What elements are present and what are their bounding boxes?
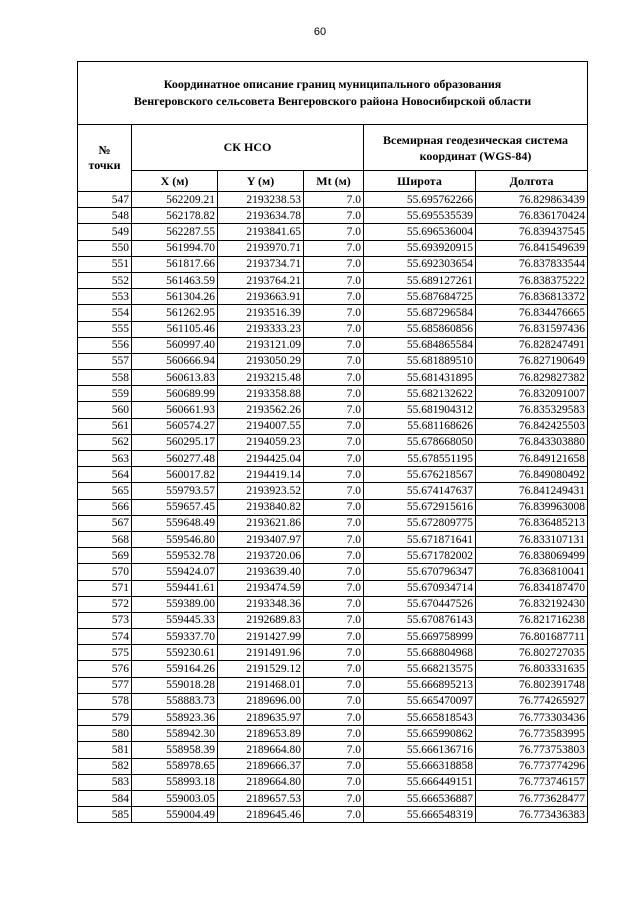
- cell-point-number: 580: [78, 726, 132, 742]
- cell-longitude: 76.832091007: [476, 386, 588, 402]
- cell-y: 2191468.01: [218, 677, 304, 693]
- cell-latitude: 55.670447526: [364, 596, 476, 612]
- cell-y: 2193238.53: [218, 192, 304, 208]
- cell-point-number: 555: [78, 321, 132, 337]
- cell-longitude: 76.773746157: [476, 774, 588, 790]
- cell-longitude: 76.839437545: [476, 224, 588, 240]
- cell-latitude: 55.666895213: [364, 677, 476, 693]
- cell-latitude: 55.685860856: [364, 321, 476, 337]
- cell-longitude: 76.773583995: [476, 726, 588, 742]
- cell-mt: 7.0: [304, 386, 364, 402]
- cell-x: 559532.78: [132, 548, 218, 564]
- cell-x: 561463.59: [132, 272, 218, 288]
- cell-mt: 7.0: [304, 580, 364, 596]
- cell-mt: 7.0: [304, 548, 364, 564]
- cell-x: 562209.21: [132, 192, 218, 208]
- cell-x: 561262.95: [132, 305, 218, 321]
- cell-mt: 7.0: [304, 807, 364, 823]
- cell-longitude: 76.801687711: [476, 629, 588, 645]
- cell-x: 558978.65: [132, 758, 218, 774]
- cell-y: 2193358.88: [218, 386, 304, 402]
- table-row: [78, 758, 588, 774]
- header-mt: Mt (м): [304, 171, 364, 192]
- cell-latitude: 55.696536004: [364, 224, 476, 240]
- cell-mt: 7.0: [304, 467, 364, 483]
- table-row: [78, 272, 588, 288]
- cell-latitude: 55.671782002: [364, 548, 476, 564]
- header-sk-nso: СК НСО: [132, 125, 364, 171]
- cell-longitude: 76.803331635: [476, 661, 588, 677]
- cell-y: 2189696.00: [218, 693, 304, 709]
- table-row: [78, 240, 588, 256]
- cell-latitude: 55.682132622: [364, 386, 476, 402]
- table-row: [78, 790, 588, 806]
- cell-longitude: 76.829827382: [476, 370, 588, 386]
- cell-mt: 7.0: [304, 224, 364, 240]
- cell-y: 2189664.80: [218, 774, 304, 790]
- cell-mt: 7.0: [304, 742, 364, 758]
- cell-x: 560295.17: [132, 434, 218, 450]
- cell-longitude: 76.834187470: [476, 580, 588, 596]
- cell-x: 558942.30: [132, 726, 218, 742]
- cell-mt: 7.0: [304, 483, 364, 499]
- cell-longitude: 76.843303880: [476, 434, 588, 450]
- cell-longitude: 76.829863439: [476, 192, 588, 208]
- cell-point-number: 565: [78, 483, 132, 499]
- cell-x: 562287.55: [132, 224, 218, 240]
- table-row: [78, 726, 588, 742]
- cell-latitude: 55.665818543: [364, 710, 476, 726]
- cell-y: 2193970.71: [218, 240, 304, 256]
- cell-longitude: 76.774265927: [476, 693, 588, 709]
- cell-longitude: 76.838069499: [476, 548, 588, 564]
- table-row: [78, 629, 588, 645]
- cell-longitude: 76.834476665: [476, 305, 588, 321]
- cell-longitude: 76.836813372: [476, 289, 588, 305]
- cell-point-number: 569: [78, 548, 132, 564]
- cell-latitude: 55.665470097: [364, 693, 476, 709]
- cell-x: 561105.46: [132, 321, 218, 337]
- cell-point-number: 583: [78, 774, 132, 790]
- cell-mt: 7.0: [304, 774, 364, 790]
- cell-point-number: 554: [78, 305, 132, 321]
- cell-y: 2193348.36: [218, 596, 304, 612]
- cell-longitude: 76.841249431: [476, 483, 588, 499]
- table-row: [78, 677, 588, 693]
- table-row: [78, 305, 588, 321]
- cell-point-number: 570: [78, 564, 132, 580]
- cell-point-number: 549: [78, 224, 132, 240]
- cell-latitude: 55.676218567: [364, 467, 476, 483]
- cell-point-number: 577: [78, 677, 132, 693]
- cell-y: 2193621.86: [218, 515, 304, 531]
- cell-mt: 7.0: [304, 353, 364, 369]
- cell-point-number: 578: [78, 693, 132, 709]
- cell-mt: 7.0: [304, 645, 364, 661]
- cell-y: 2194419.14: [218, 467, 304, 483]
- cell-mt: 7.0: [304, 531, 364, 547]
- cell-latitude: 55.689127261: [364, 272, 476, 288]
- cell-longitude: 76.773628477: [476, 790, 588, 806]
- cell-mt: 7.0: [304, 192, 364, 208]
- cell-latitude: 55.695535539: [364, 208, 476, 224]
- cell-y: 2193720.06: [218, 548, 304, 564]
- cell-x: 559793.57: [132, 483, 218, 499]
- cell-latitude: 55.666318858: [364, 758, 476, 774]
- cell-latitude: 55.678551195: [364, 451, 476, 467]
- cell-mt: 7.0: [304, 661, 364, 677]
- cell-mt: 7.0: [304, 612, 364, 628]
- cell-mt: 7.0: [304, 596, 364, 612]
- cell-longitude: 76.773774296: [476, 758, 588, 774]
- cell-longitude: 76.773753803: [476, 742, 588, 758]
- cell-x: 559441.61: [132, 580, 218, 596]
- cell-x: 560666.94: [132, 353, 218, 369]
- cell-latitude: 55.670876143: [364, 612, 476, 628]
- table-row: [78, 289, 588, 305]
- cell-y: 2193562.26: [218, 402, 304, 418]
- cell-mt: 7.0: [304, 564, 364, 580]
- cell-point-number: 574: [78, 629, 132, 645]
- cell-longitude: 76.831597436: [476, 321, 588, 337]
- table-row: [78, 483, 588, 499]
- cell-latitude: 55.687296584: [364, 305, 476, 321]
- cell-longitude: 76.833107131: [476, 531, 588, 547]
- cell-latitude: 55.672809775: [364, 515, 476, 531]
- table-row: [78, 451, 588, 467]
- cell-y: 2193764.21: [218, 272, 304, 288]
- cell-latitude: 55.669758999: [364, 629, 476, 645]
- cell-y: 2193474.59: [218, 580, 304, 596]
- cell-point-number: 557: [78, 353, 132, 369]
- cell-mt: 7.0: [304, 726, 364, 742]
- cell-point-number: 553: [78, 289, 132, 305]
- cell-y: 2191491.96: [218, 645, 304, 661]
- cell-mt: 7.0: [304, 337, 364, 353]
- table-row: [78, 402, 588, 418]
- cell-latitude: 55.666548319: [364, 807, 476, 823]
- cell-latitude: 55.678668050: [364, 434, 476, 450]
- cell-x: 560613.83: [132, 370, 218, 386]
- cell-x: 559648.49: [132, 515, 218, 531]
- cell-mt: 7.0: [304, 402, 364, 418]
- cell-latitude: 55.681431895: [364, 370, 476, 386]
- cell-longitude: 76.849121658: [476, 451, 588, 467]
- page-number: 60: [313, 26, 327, 38]
- cell-y: 2194425.04: [218, 451, 304, 467]
- table-row: [78, 612, 588, 628]
- cell-point-number: 576: [78, 661, 132, 677]
- cell-latitude: 55.681889510: [364, 353, 476, 369]
- table-row: [78, 256, 588, 272]
- cell-y: 2192689.83: [218, 612, 304, 628]
- cell-mt: 7.0: [304, 693, 364, 709]
- cell-x: 560997.40: [132, 337, 218, 353]
- table-row: [78, 515, 588, 531]
- header-longitude: Долгота: [476, 171, 588, 192]
- cell-mt: 7.0: [304, 629, 364, 645]
- cell-longitude: 76.836170424: [476, 208, 588, 224]
- cell-latitude: 55.666136716: [364, 742, 476, 758]
- table-row: [78, 548, 588, 564]
- cell-y: 2189635.97: [218, 710, 304, 726]
- title-line-2: Венгеровского сельсовета Венгеровского района Новосибирской области: [133, 94, 532, 108]
- cell-x: 560661.93: [132, 402, 218, 418]
- cell-y: 2193333.23: [218, 321, 304, 337]
- cell-point-number: 566: [78, 499, 132, 515]
- title-line-1: Координатное описание границ муниципального образования: [163, 77, 502, 91]
- coordinates-table: [77, 61, 588, 823]
- header-x: X (м): [132, 171, 218, 192]
- table-row: [78, 337, 588, 353]
- cell-point-number: 551: [78, 256, 132, 272]
- cell-x: 561304.26: [132, 289, 218, 305]
- cell-point-number: 556: [78, 337, 132, 353]
- cell-x: 559546.80: [132, 531, 218, 547]
- cell-latitude: 55.693920915: [364, 240, 476, 256]
- cell-longitude: 76.842425503: [476, 418, 588, 434]
- header-point-number: [78, 125, 132, 192]
- cell-y: 2189653.89: [218, 726, 304, 742]
- cell-mt: 7.0: [304, 515, 364, 531]
- table-row: [78, 742, 588, 758]
- header-point-word: точки: [88, 158, 121, 172]
- table-row: [78, 807, 588, 823]
- table-row: [78, 645, 588, 661]
- cell-point-number: 560: [78, 402, 132, 418]
- cell-latitude: 55.695762266: [364, 192, 476, 208]
- cell-mt: 7.0: [304, 305, 364, 321]
- cell-x: 562178.82: [132, 208, 218, 224]
- cell-point-number: 550: [78, 240, 132, 256]
- table-row: [78, 531, 588, 547]
- cell-x: 559164.26: [132, 661, 218, 677]
- cell-latitude: 55.666536887: [364, 790, 476, 806]
- cell-y: 2189645.46: [218, 807, 304, 823]
- cell-mt: 7.0: [304, 499, 364, 515]
- cell-longitude: 76.832192430: [476, 596, 588, 612]
- cell-latitude: 55.668213575: [364, 661, 476, 677]
- cell-y: 2189666.37: [218, 758, 304, 774]
- cell-point-number: 558: [78, 370, 132, 386]
- cell-latitude: 55.684865584: [364, 337, 476, 353]
- cell-longitude: 76.837833544: [476, 256, 588, 272]
- cell-point-number: 564: [78, 467, 132, 483]
- table-row: [78, 321, 588, 337]
- table-row: [78, 418, 588, 434]
- table-row: [78, 353, 588, 369]
- cell-mt: 7.0: [304, 434, 364, 450]
- cell-point-number: 568: [78, 531, 132, 547]
- cell-latitude: 55.681168626: [364, 418, 476, 434]
- cell-y: 2189664.80: [218, 742, 304, 758]
- cell-point-number: 579: [78, 710, 132, 726]
- table-title: [78, 62, 588, 125]
- cell-latitude: 55.674147637: [364, 483, 476, 499]
- cell-latitude: 55.670796347: [364, 564, 476, 580]
- cell-y: 2193663.91: [218, 289, 304, 305]
- table-row: [78, 370, 588, 386]
- cell-longitude: 76.802391748: [476, 677, 588, 693]
- header-y: Y (м): [218, 171, 304, 192]
- table-row: [78, 564, 588, 580]
- cell-longitude: 76.836810041: [476, 564, 588, 580]
- header-latitude: Широта: [364, 171, 476, 192]
- cell-longitude: 76.827190649: [476, 353, 588, 369]
- table-row: [78, 499, 588, 515]
- cell-point-number: 584: [78, 790, 132, 806]
- cell-y: 2194059.23: [218, 434, 304, 450]
- table-row: [78, 693, 588, 709]
- cell-x: 558993.18: [132, 774, 218, 790]
- cell-y: 2193734.71: [218, 256, 304, 272]
- table-row: [78, 467, 588, 483]
- cell-x: 558883.73: [132, 693, 218, 709]
- header-wgs-line-2: координат (WGS-84): [419, 148, 532, 163]
- cell-point-number: 572: [78, 596, 132, 612]
- table-row: [78, 434, 588, 450]
- cell-longitude: 76.849080492: [476, 467, 588, 483]
- table-row: [78, 596, 588, 612]
- cell-x: 561817.66: [132, 256, 218, 272]
- cell-longitude: 76.839963008: [476, 499, 588, 515]
- cell-latitude: 55.671871641: [364, 531, 476, 547]
- cell-latitude: 55.681904312: [364, 402, 476, 418]
- cell-y: 2193121.09: [218, 337, 304, 353]
- cell-mt: 7.0: [304, 677, 364, 693]
- cell-point-number: 561: [78, 418, 132, 434]
- cell-y: 2193407.97: [218, 531, 304, 547]
- cell-mt: 7.0: [304, 321, 364, 337]
- cell-longitude: 76.841549639: [476, 240, 588, 256]
- cell-x: 559003.05: [132, 790, 218, 806]
- cell-mt: 7.0: [304, 272, 364, 288]
- cell-mt: 7.0: [304, 240, 364, 256]
- cell-x: 559004.49: [132, 807, 218, 823]
- cell-longitude: 76.821716238: [476, 612, 588, 628]
- cell-longitude: 76.802727035: [476, 645, 588, 661]
- cell-y: 2193840.82: [218, 499, 304, 515]
- cell-latitude: 55.666449151: [364, 774, 476, 790]
- cell-point-number: 562: [78, 434, 132, 450]
- cell-latitude: 55.670934714: [364, 580, 476, 596]
- cell-x: 560277.48: [132, 451, 218, 467]
- cell-longitude: 76.773303436: [476, 710, 588, 726]
- cell-x: 559337.70: [132, 629, 218, 645]
- cell-mt: 7.0: [304, 758, 364, 774]
- table-body: [78, 192, 588, 823]
- cell-longitude: 76.828247491: [476, 337, 588, 353]
- cell-point-number: 585: [78, 807, 132, 823]
- cell-x: 559657.45: [132, 499, 218, 515]
- cell-point-number: 559: [78, 386, 132, 402]
- cell-latitude: 55.668804968: [364, 645, 476, 661]
- cell-mt: 7.0: [304, 208, 364, 224]
- cell-mt: 7.0: [304, 710, 364, 726]
- cell-latitude: 55.672915616: [364, 499, 476, 515]
- cell-x: 559424.07: [132, 564, 218, 580]
- cell-point-number: 571: [78, 580, 132, 596]
- cell-x: 560689.99: [132, 386, 218, 402]
- cell-x: 559445.33: [132, 612, 218, 628]
- cell-point-number: 552: [78, 272, 132, 288]
- cell-y: 2193516.39: [218, 305, 304, 321]
- cell-y: 2193050.29: [218, 353, 304, 369]
- header-point-no-symbol: №: [98, 143, 111, 157]
- cell-y: 2193215.48: [218, 370, 304, 386]
- cell-y: 2193841.65: [218, 224, 304, 240]
- cell-mt: 7.0: [304, 289, 364, 305]
- cell-y: 2189657.53: [218, 790, 304, 806]
- cell-mt: 7.0: [304, 370, 364, 386]
- cell-x: 558958.39: [132, 742, 218, 758]
- cell-x: 559230.61: [132, 645, 218, 661]
- cell-x: 559389.00: [132, 596, 218, 612]
- cell-y: 2193639.40: [218, 564, 304, 580]
- table-row: [78, 580, 588, 596]
- cell-mt: 7.0: [304, 451, 364, 467]
- cell-longitude: 76.838375222: [476, 272, 588, 288]
- cell-y: 2193634.78: [218, 208, 304, 224]
- cell-x: 560017.82: [132, 467, 218, 483]
- table-row: [78, 710, 588, 726]
- table-row: [78, 208, 588, 224]
- table-row: [78, 661, 588, 677]
- cell-latitude: 55.665990862: [364, 726, 476, 742]
- cell-longitude: 76.835329583: [476, 402, 588, 418]
- cell-mt: 7.0: [304, 256, 364, 272]
- cell-x: 559018.28: [132, 677, 218, 693]
- cell-latitude: 55.687684725: [364, 289, 476, 305]
- cell-point-number: 567: [78, 515, 132, 531]
- cell-y: 2194007.55: [218, 418, 304, 434]
- cell-x: 558923.36: [132, 710, 218, 726]
- header-wgs84: [364, 125, 588, 171]
- table-row: [78, 774, 588, 790]
- cell-longitude: 76.836485213: [476, 515, 588, 531]
- header-wgs-line-1: Всемирная геодезическая система: [382, 132, 569, 147]
- cell-point-number: 575: [78, 645, 132, 661]
- cell-mt: 7.0: [304, 418, 364, 434]
- cell-longitude: 76.773436383: [476, 807, 588, 823]
- cell-latitude: 55.692303654: [364, 256, 476, 272]
- coordinates-document: [77, 61, 587, 823]
- table-row: [78, 192, 588, 208]
- table-row: [78, 386, 588, 402]
- cell-point-number: 581: [78, 742, 132, 758]
- cell-point-number: 548: [78, 208, 132, 224]
- cell-y: 2191427.99: [218, 629, 304, 645]
- cell-x: 561994.70: [132, 240, 218, 256]
- cell-x: 560574.27: [132, 418, 218, 434]
- cell-point-number: 563: [78, 451, 132, 467]
- cell-point-number: 573: [78, 612, 132, 628]
- cell-y: 2191529.12: [218, 661, 304, 677]
- cell-point-number: 582: [78, 758, 132, 774]
- table-row: [78, 224, 588, 240]
- cell-y: 2193923.52: [218, 483, 304, 499]
- cell-mt: 7.0: [304, 790, 364, 806]
- cell-point-number: 547: [78, 192, 132, 208]
